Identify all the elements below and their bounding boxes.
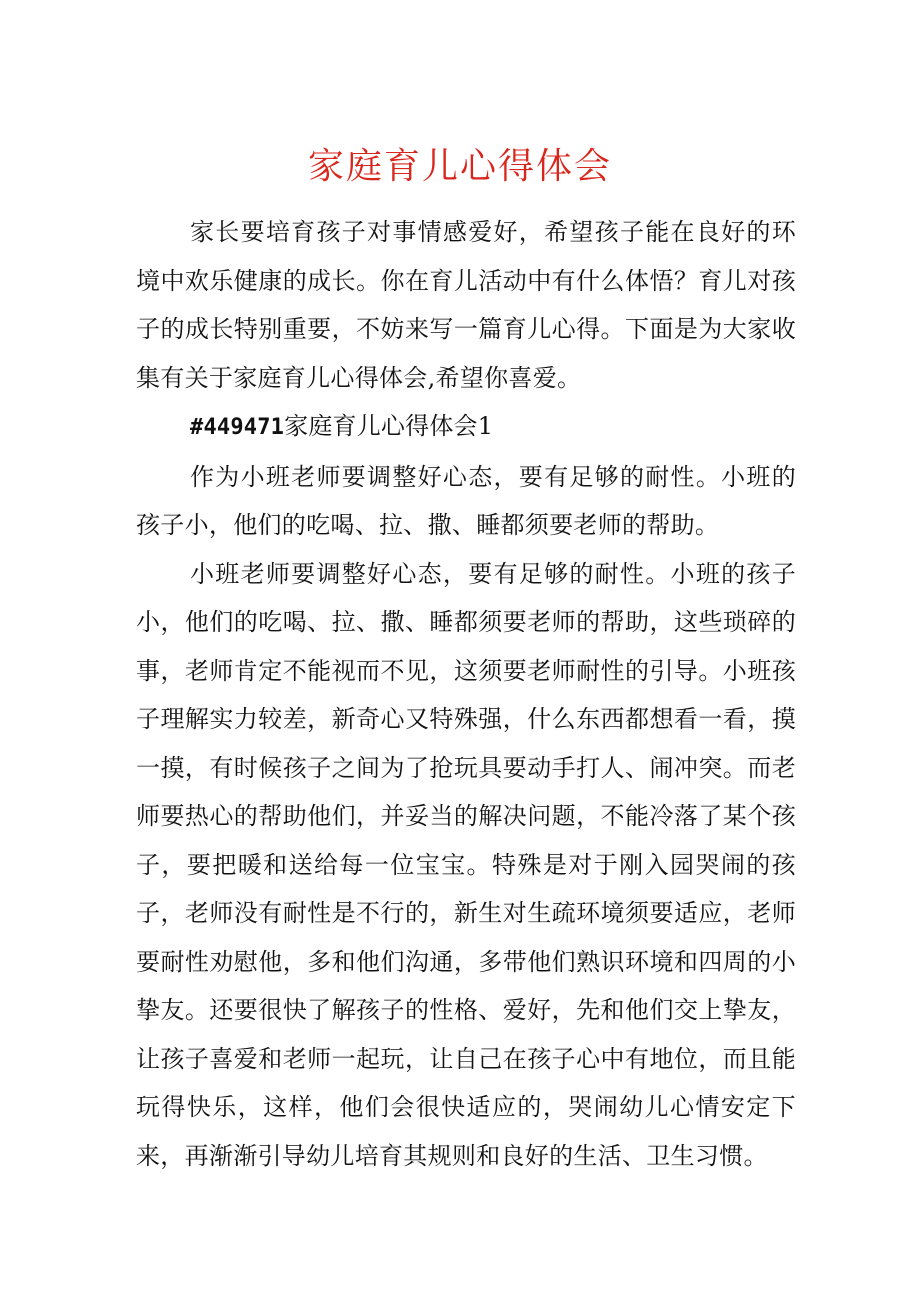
section-heading-text: 家庭育儿心得体会1 (284, 412, 494, 440)
body-paragraph-2: 小班老师要调整好心态，要有足够的耐性。小班的孩子小，他们的吃喝、拉、撒、睡都须要老师的帮助，这些琐碎的事，老师肯定不能视而不见，这须要老师耐性的引导。小班孩子理解实力较差，新奇心又特殊强，什么东西都想看一看，摸一摸，有时候孩子之间为了抢玩具要动手打人、闹冲突。而老师要热心的帮助他们，并妥当的解决问题，不能冷落了某个孩子，要把暖和送给每一位宝宝。特殊是对于刚入园哭闹的孩子，老师没有耐性是不行的，新生对生疏环境须要适应，老师要耐性劝慰他，多和他们沟通，多带他们熟识环境和四周的小挚友。还要很快了解孩子的性格、爱好，先和他们交上挚友，让孩子喜爱和老师一起玩，让自己在孩子心中有地位，而且能玩得快乐，这样，他们会很快适应的，哭闹幼儿心情安定下来，再渐渐引导幼儿培育其规则和良好的生活、卫生习惯。 (136, 559, 796, 1170)
document-body (136, 208, 796, 1180)
body-paragraph-1: 作为小班老师要调整好心态，要有足够的耐性。小班的孩子小，他们的吃喝、拉、撒、睡都须要老师的帮助。 (136, 462, 796, 539)
section-heading-code: #449471 (190, 415, 285, 440)
document-title: 家庭育儿心得体会 (307, 146, 612, 187)
section-heading (136, 402, 796, 453)
intro-paragraph: 家长要培育孩子对事情感爱好，希望孩子能在良好的环境中欢乐健康的成长。你在育儿活动中有什么体悟？育儿对孩子的成长特别重要，不妨来写一篇育儿心得。下面是为大家收集有关于家庭育儿心得体会,希望你喜爱。 (136, 218, 796, 392)
